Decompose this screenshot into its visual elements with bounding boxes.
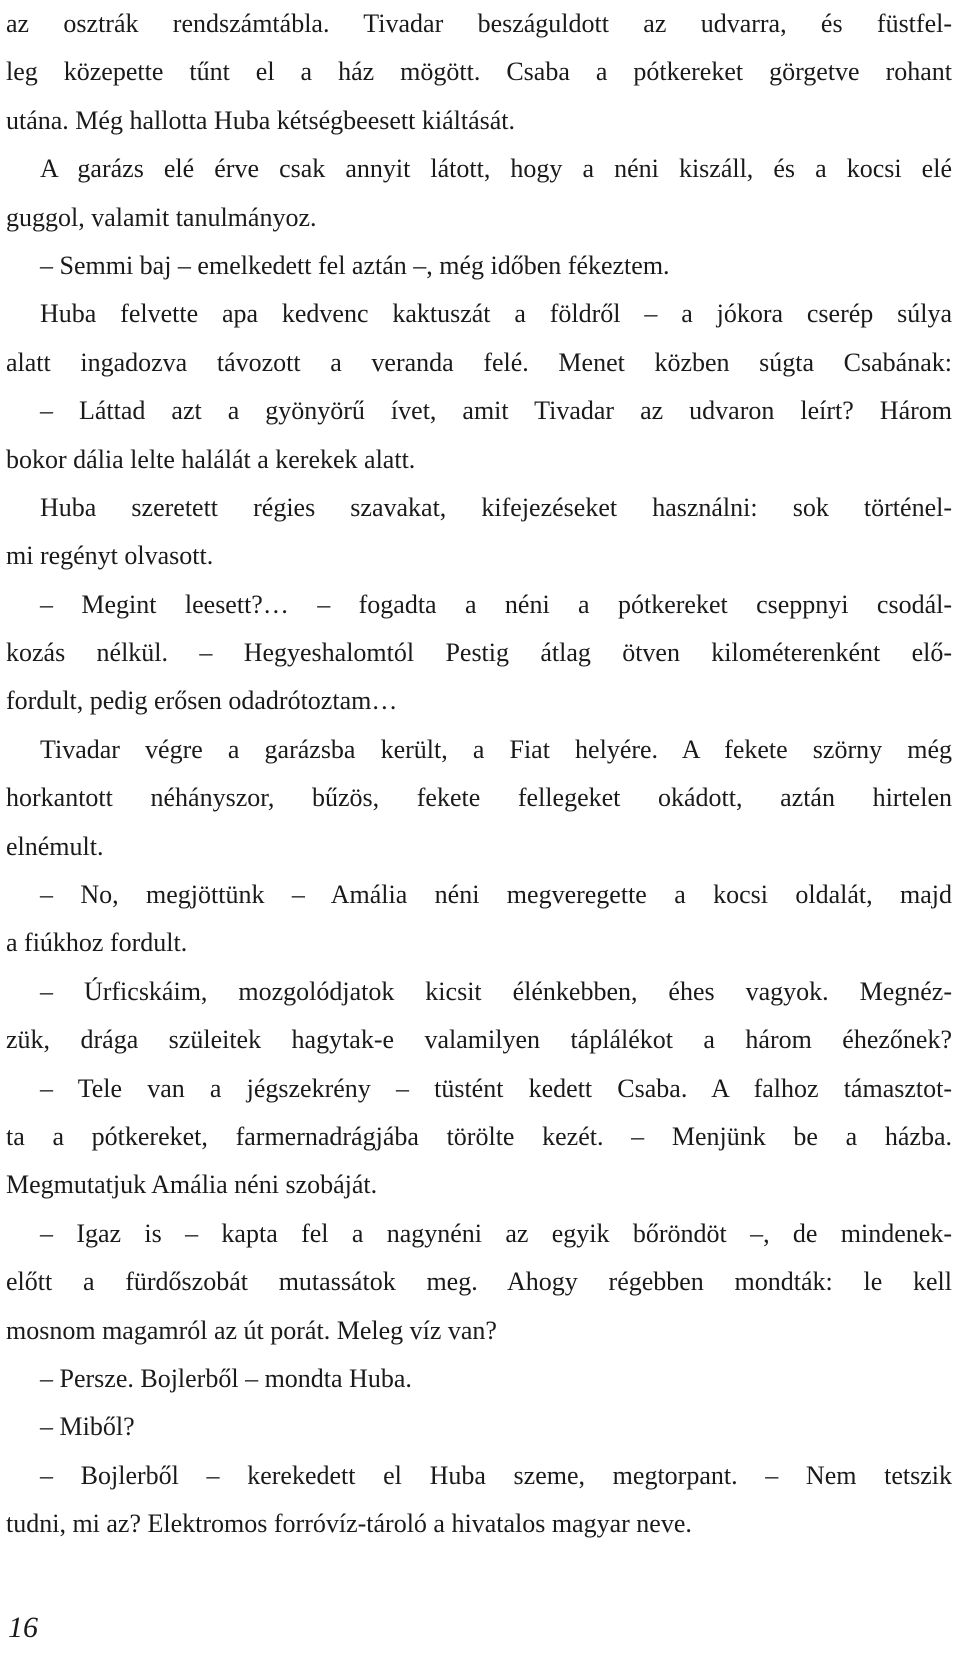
text-line: horkantott néhányszor, bűzös, fekete fellegeket okádott, aztán hirtelen — [6, 783, 952, 813]
text-line: A garázs elé érve csak annyit látott, hogy a néni kiszáll, és a kocsi elé — [40, 154, 952, 184]
text-line: – Miből? — [40, 1412, 135, 1442]
text-line: – Igaz is – kapta fel a nagynéni az egyik bőröndöt –, de mindenek- — [40, 1218, 952, 1248]
text-line: Megmutatjuk Amália néni szobáját. — [6, 1170, 378, 1200]
text-line: az osztrák rendszámtábla. Tivadar beszáguldott az udvarra, és füstfel- — [6, 9, 952, 38]
text-line: – Bojlerből – kerekedett el Huba szeme, megtorpant. – Nem tetszik — [40, 1460, 952, 1490]
body-text — [6, 0, 952, 1549]
text-line: Huba szeretett régies szavakat, kifejezéseket használni: sok történel- — [40, 492, 952, 522]
text-line: Huba felvette apa kedvenc kaktuszát a földről – a jókora cserép súlya — [40, 299, 952, 329]
text-line: kozás nélkül. – Hegyeshalomtól Pestig átlag ötven kilométerenként elő- — [6, 638, 952, 668]
text-line: ta a pótkereket, farmernadrágjába törölte kezét. – Menjünk be a házba. — [6, 1121, 952, 1151]
text-line: bokor dália lelte halálát a kerekek alatt. — [6, 444, 416, 474]
text-line: mi regényt olvasott. — [6, 541, 214, 571]
text-line: – Úrficskáim, mozgolódjatok kicsit élénkebben, éhes vagyok. Megnéz- — [40, 976, 952, 1006]
text-line: – Megint leesett?… – fogadta a néni a pótkereket cseppnyi csodál- — [40, 589, 952, 619]
text-line: – No, megjöttünk – Amália néni megveregette a kocsi oldalát, majd — [40, 880, 952, 910]
text-line: tudni, mi az? Elektromos forróvíz-tároló a hivatalos magyar neve. — [6, 1509, 692, 1539]
text-line: mosnom magamról az út porát. Meleg víz van? — [6, 1315, 497, 1345]
text-line: utána. Még hallotta Huba kétségbeesett kiáltását. — [6, 105, 515, 135]
text-line: előtt a fürdőszobát mutassátok meg. Ahogy régebben mondták: le kell — [6, 1267, 952, 1297]
text-line: alatt ingadozva távozott a veranda felé. Menet közben súgta Csabának: — [6, 347, 952, 377]
text-line: a fiúkhoz fordult. — [6, 928, 188, 958]
text-line: – Láttad azt a gyönyörű ívet, amit Tivadar az udvaron leírt? Három — [40, 396, 952, 426]
text-line: Tivadar végre a garázsba került, a Fiat helyére. A fekete szörny még — [40, 734, 952, 764]
text-line: – Persze. Bojlerből – mondta Huba. — [40, 1363, 412, 1393]
text-line: zük, drága szüleitek hagytak-e valamilyen táplálékot a három éhezőnek? — [6, 1025, 952, 1055]
text-line: elnémult. — [6, 831, 104, 861]
text-line: – Tele van a jégszekrény – tüstént kedett Csaba. A falhoz támasztot- — [40, 1073, 952, 1103]
text-line: – Semmi baj – emelkedett fel aztán –, még időben fékeztem. — [40, 250, 670, 280]
text-line: guggol, valamit tanulmányoz. — [6, 202, 317, 232]
page-number: 16 — [8, 1611, 38, 1644]
text-line: fordult, pedig erősen odadrótoztam… — [6, 686, 398, 716]
text-line: leg közepette tűnt el a ház mögött. Csaba a pótkereket görgetve rohant — [6, 57, 952, 87]
